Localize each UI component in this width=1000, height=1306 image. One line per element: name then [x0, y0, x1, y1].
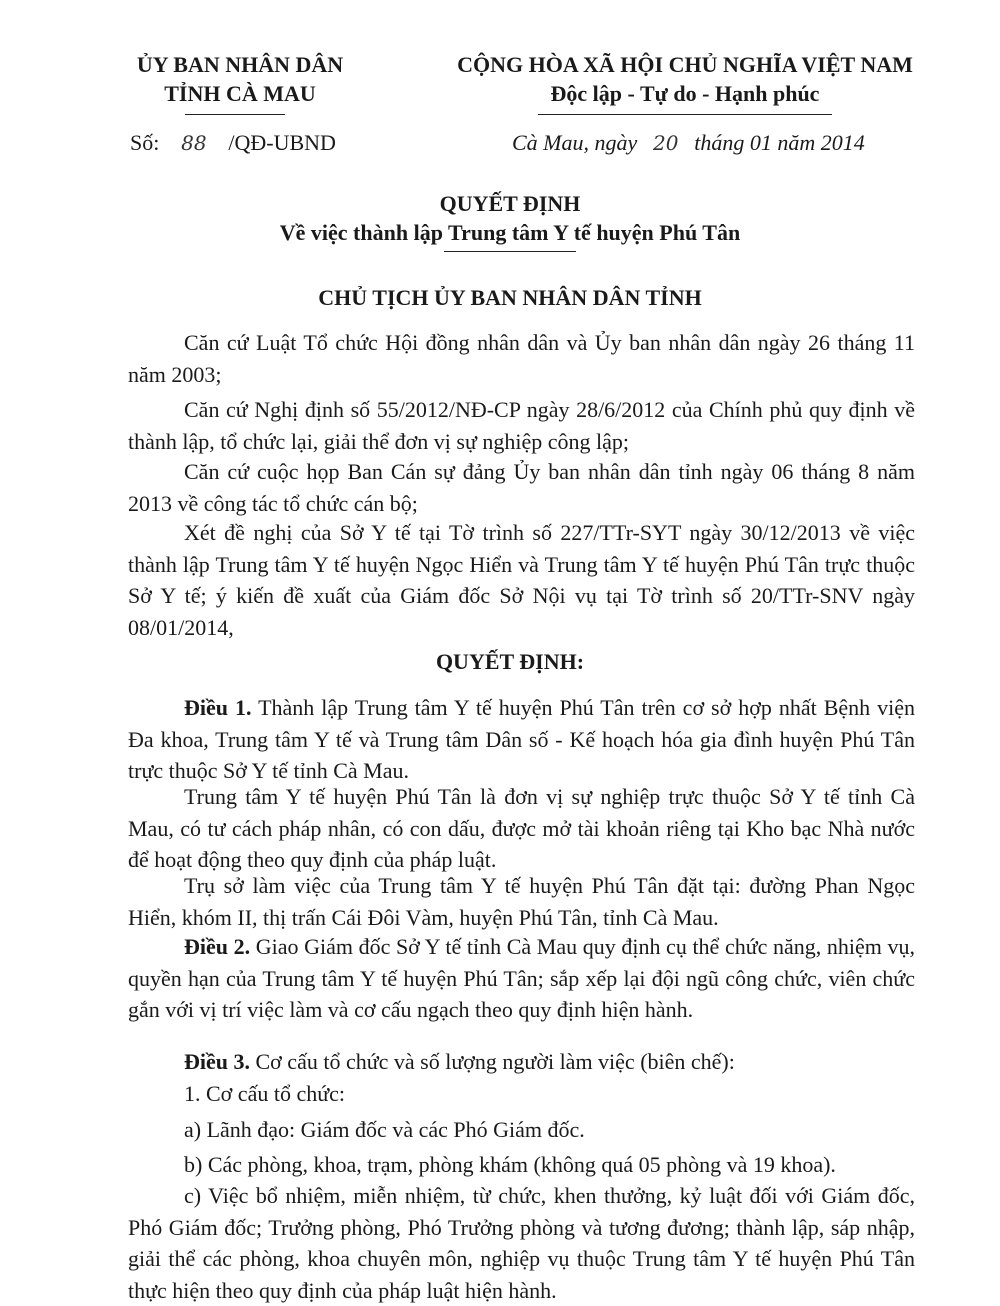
document-title: QUYẾT ĐỊNH: [439, 191, 581, 216]
date-prefix: Cà Mau, ngày: [512, 130, 638, 155]
article-1-label: Điều 1.: [184, 695, 252, 720]
preamble-decree: Căn cứ Nghị định số 55/2012/NĐ-CP ngày 28/6/2012 của Chính phủ quy định về thành lập, tổ chức lại, giải thể đơn vị sự nghiệp công lập;: [128, 397, 915, 454]
document-number: [130, 128, 336, 158]
article-3-item-1: 1. Cơ cấu tổ chức:: [184, 1081, 346, 1106]
article-1-text: Thành lập Trung tâm Y tế huyện Phú Tân trên cơ sở hợp nhất Bệnh viện Đa khoa, Trung tâm Y tế và Trung tâm Dân số - Kế hoạch hóa gia đình huyện Phú Tân trực thuộc Sở Y tế tỉnh Cà Mau.: [128, 695, 916, 783]
article-2: [128, 931, 915, 1026]
preamble-meeting: Căn cứ cuộc họp Ban Cán sự đảng Ủy ban nhân dân tỉnh ngày 06 tháng 8 năm 2013 về công tác tổ chức cán bộ;: [128, 459, 915, 516]
preamble-law: Căn cứ Luật Tổ chức Hội đồng nhân dân và Ủy ban nhân dân ngày 26 tháng 11 năm 2003;: [128, 330, 915, 387]
article-3: [128, 1046, 915, 1078]
article-3-item-c: c) Việc bổ nhiệm, miễn nhiệm, từ chức, khen thưởng, kỷ luật đối với Giám đốc, Phó Giám đốc; Trưởng phòng, Phó Trưởng phòng và tương đương; thành lập, sáp nhập, giải thể các phòng, khoa chuyên môn, nghiệp vụ thuộc Trung tâm Y tế huyện Phú Tân thực hiện theo quy định của pháp luật hiện hành.: [128, 1183, 915, 1303]
article-3-label: Điều 3.: [184, 1049, 250, 1074]
agency-underline: [185, 114, 285, 115]
article-3-item-a: a) Lãnh đạo: Giám đốc và các Phó Giám đốc.: [184, 1117, 585, 1142]
article-1: [128, 692, 915, 787]
article-1-address: Trụ sở làm việc của Trung tâm Y tế huyện Phú Tân đặt tại: đường Phan Ngọc Hiển, khóm II, thị trấn Cái Đôi Vàm, huyện Phú Tân, tỉnh Cà Mau.: [128, 873, 915, 930]
date-day-handwritten: 20: [653, 131, 679, 155]
number-prefix: Số:: [130, 130, 160, 155]
article-2-label: Điều 2.: [184, 934, 251, 959]
agency-name-line2: TỈNH CÀ MAU: [164, 81, 316, 106]
preamble-proposal: Xét đề nghị của Sở Y tế tại Tờ trình số 227/TTr-SYT ngày 30/12/2013 về việc thành lập Trung tâm Y tế huyện Ngọc Hiển và Trung tâm Y tế huyện Phú Tân trực thuộc Sở Y tế; ý kiến đề xuất của Giám đốc Sở Nội vụ tại Tờ trình số 20/TTr-SNV ngày 08/01/2014,: [128, 520, 915, 640]
nation-motto: Độc lập - Tự do - Hạnh phúc: [550, 81, 820, 106]
article-1-status: Trung tâm Y tế huyện Phú Tân là đơn vị sự nghiệp trực thuộc Sở Y tế tỉnh Cà Mau, có tư cách pháp nhân, có con dấu, được mở tài khoản riêng tại Kho bạc Nhà nước để hoạt động theo quy định của pháp luật.: [128, 784, 915, 872]
number-suffix: /QĐ-UBND: [228, 130, 336, 155]
decision-heading: QUYẾT ĐỊNH:: [435, 649, 585, 674]
number-handwritten: 88: [181, 131, 207, 155]
nation-name: CỘNG HÒA XÃ HỘI CHỦ NGHĨA VIỆT NAM: [457, 52, 913, 77]
motto-underline: [538, 114, 832, 115]
date-suffix: tháng 01 năm 2014: [694, 130, 865, 155]
title-underline: [444, 251, 576, 252]
issuing-authority: CHỦ TỊCH ỦY BAN NHÂN DÂN TỈNH: [318, 285, 702, 310]
document-subtitle: Về việc thành lập Trung tâm Y tế huyện Phú Tân: [279, 220, 741, 245]
article-3-text: Cơ cấu tổ chức và số lượng người làm việc (biên chế):: [250, 1049, 735, 1074]
article-2-text: Giao Giám đốc Sở Y tế tỉnh Cà Mau quy định cụ thể chức năng, nhiệm vụ, quyền hạn của Trung tâm Y tế huyện Phú Tân; sắp xếp lại đội ngũ công chức, viên chức gắn với vị trí việc làm và cơ cấu ngạch theo quy định hiện hành.: [128, 934, 916, 1022]
agency-name-line1: ỦY BAN NHÂN DÂN: [136, 52, 344, 77]
article-3-item-b: b) Các phòng, khoa, trạm, phòng khám (không quá 05 phòng và 19 khoa).: [184, 1152, 836, 1177]
document-date: [512, 128, 865, 158]
